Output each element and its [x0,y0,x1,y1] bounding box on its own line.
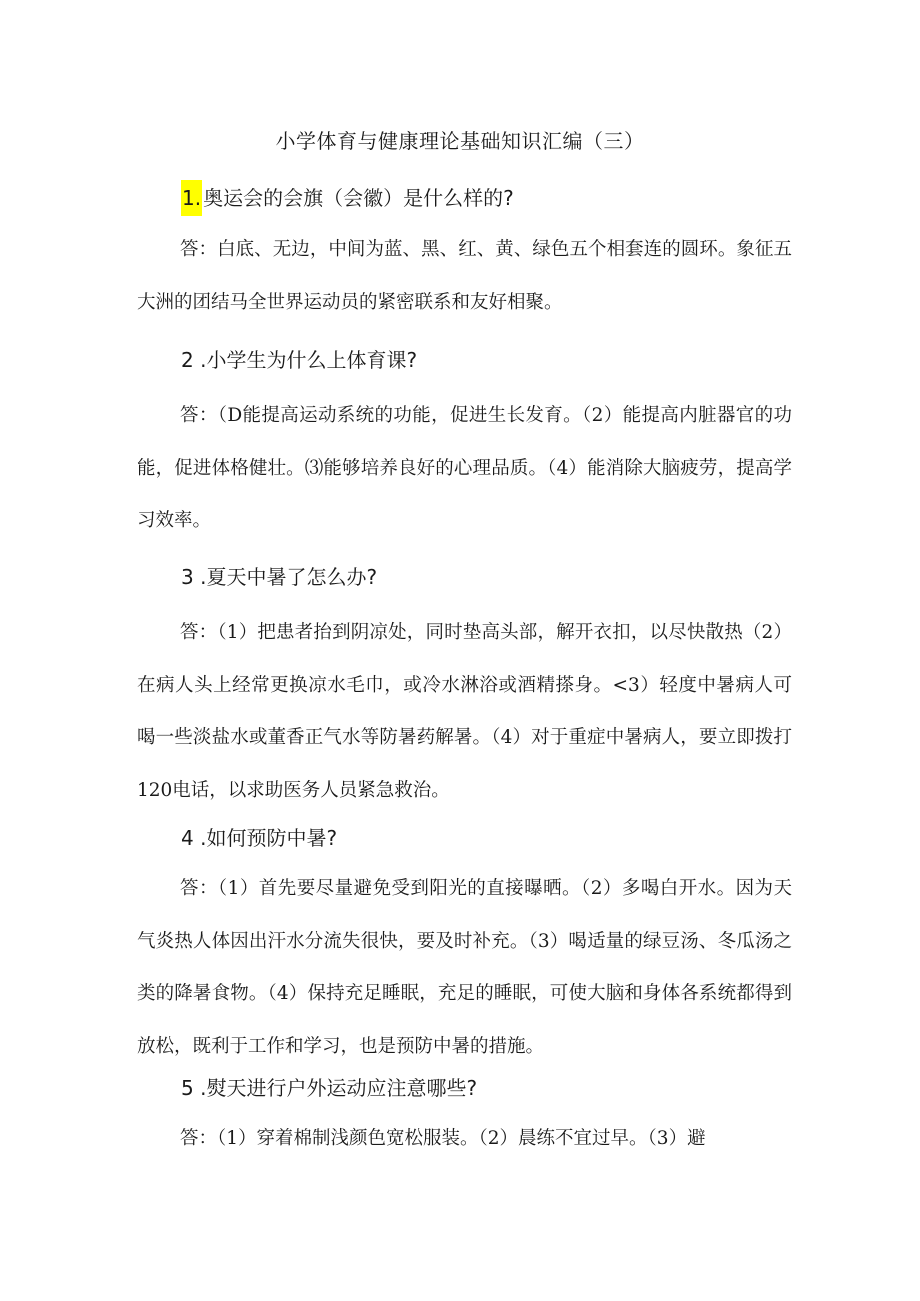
question-heading-3 [181,562,377,592]
question-number-4: 4 . [181,826,207,850]
question-number-1: 1. [181,180,202,216]
question-heading-5 [181,1073,477,1103]
answer-paragraph-5: 答：（1）穿着棉制浅颜色宽松服装。（2）晨练不宜过早。（3）避 [180,1128,706,1149]
question-text-2: 小学生为什么上体育课? [206,348,418,372]
question-text-1: 奥运会的会旗（会徽）是什么样的? [203,186,514,210]
question-heading-1 [181,180,514,216]
question-text-4: 如何预防中暑? [206,826,338,850]
question-heading-2 [181,345,417,375]
document-title: 小学体育与健康理论基础知识汇编（三） [275,129,645,153]
question-number-3: 3 . [181,565,207,589]
answer-paragraph-3: 答：（1）把患者抬到阴凉处，同时垫高头部，解开衣扣，以尽快散热（2）在病人头上经常更换凉水毛巾，或冷水淋浴或酒精搽身。<3）轻度中暑病人可喝一些淡盐水或董香正气水等防暑药解暑。（4）对于重症中暑病人，要立即拨打120电话，以求助医务人员紧急救治。 [137,622,792,801]
answer-paragraph-1: 答：白底、无边，中间为蓝、黑、红、黄、绿色五个相套连的圆环。象征五大洲的团结马全世界运动员的紧密联系和友好相聚。 [137,239,792,313]
question-number-5: 5 . [181,1076,207,1100]
question-text-3: 夏天中暑了怎么办? [206,565,378,589]
question-heading-4 [181,823,337,853]
question-number-2: 2 . [181,348,207,372]
answer-paragraph-4: 答：（1）首先要尽量避免受到阳光的直接曝晒。（2）多喝白开水。因为天气炎热人体因出汗水分流失很快，要及时补充。（3）喝适量的绿豆汤、冬瓜汤之类的降暑食物。（4）保持充足睡眠，充足的睡眠，可使大脑和身体各系统都得到放松，既利于工作和学习，也是预防中暑的措施。 [137,878,792,1057]
question-text-5: 熨天进行户外运动应注意哪些? [206,1076,478,1100]
answer-paragraph-2: 答：（D能提高运动系统的功能，促进生长发育。（2）能提高内脏器官的功能，促进体格健壮。⑶能够培养良好的心理品质。（4）能消除大脑疲劳，提高学习效率。 [137,405,792,531]
